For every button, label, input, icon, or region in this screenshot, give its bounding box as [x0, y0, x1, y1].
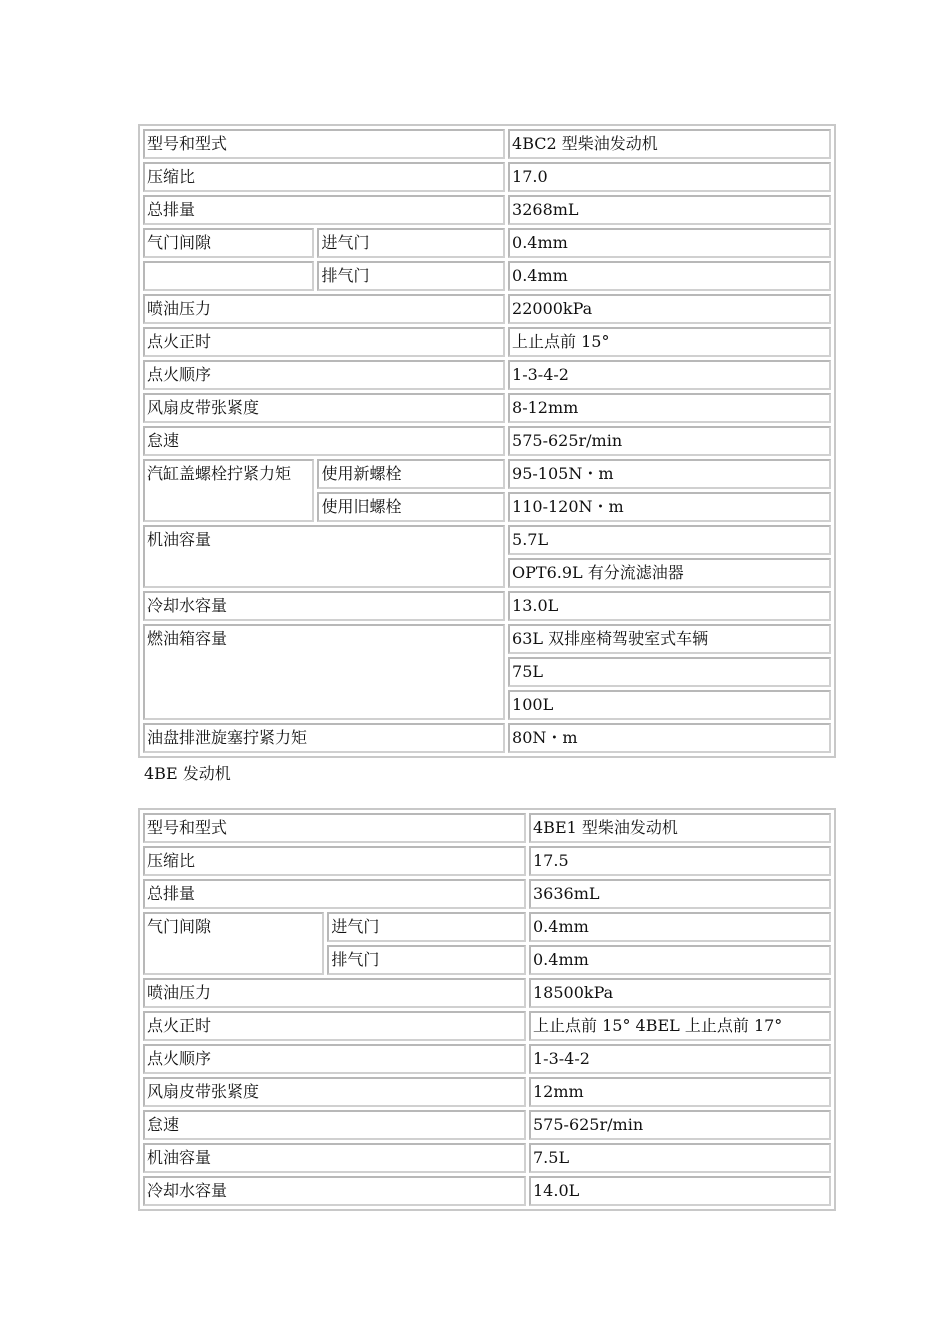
engine-spec-table-4bc2	[138, 124, 836, 758]
spec-value: 17.5	[529, 846, 831, 876]
spec-label: 压缩比	[143, 846, 526, 876]
spec-label: 点火顺序	[143, 360, 505, 390]
spec-value: 75L	[508, 657, 831, 687]
spec-value: 8-12mm	[508, 393, 831, 423]
spec-label: 风扇皮带张紧度	[143, 393, 505, 423]
spec-value: 13.0L	[508, 591, 831, 621]
table-row	[143, 1143, 831, 1173]
spec-label: 喷油压力	[143, 978, 526, 1008]
table-row	[143, 1110, 831, 1140]
spec-value: 上止点前 15° 4BEL 上止点前 17°	[529, 1011, 831, 1041]
spec-value: 0.4mm	[529, 945, 831, 975]
spec-label: 冷却水容量	[143, 1176, 526, 1206]
spec-label: 总排量	[143, 195, 505, 225]
spec-label: 点火正时	[143, 327, 505, 357]
spec-sublabel: 进气门	[317, 228, 505, 258]
spec-label: 点火正时	[143, 1011, 526, 1041]
spec-sublabel: 进气门	[327, 912, 526, 942]
spec-label: 怠速	[143, 426, 505, 456]
spec-value: 80N・m	[508, 723, 831, 753]
spec-value: 1-3-4-2	[529, 1044, 831, 1074]
table-row	[143, 426, 831, 456]
spec-label-empty	[143, 261, 314, 291]
spec-label: 汽缸盖螺栓拧紧力矩	[143, 459, 314, 522]
table-row	[143, 294, 831, 324]
spec-value: 5.7L	[508, 525, 831, 555]
table-row	[143, 591, 831, 621]
table-row	[143, 879, 831, 909]
table-row	[143, 327, 831, 357]
spec-sublabel: 排气门	[317, 261, 505, 291]
spec-value: 575-625r/min	[508, 426, 831, 456]
spec-value: 95-105N・m	[508, 459, 831, 489]
table-row	[143, 1176, 831, 1206]
spec-value: 575-625r/min	[529, 1110, 831, 1140]
spec-value: 110-120N・m	[508, 492, 831, 522]
spec-value: 上止点前 15°	[508, 327, 831, 357]
table-row	[143, 459, 831, 489]
table-row	[143, 978, 831, 1008]
spec-value: 22000kPa	[508, 294, 831, 324]
table-row	[143, 624, 831, 654]
table-row	[143, 1044, 831, 1074]
table-row	[143, 1077, 831, 1107]
spec-value: 63L 双排座椅驾驶室式车辆	[508, 624, 831, 654]
table-row	[143, 228, 831, 258]
table-row	[143, 1011, 831, 1041]
table-row	[143, 846, 831, 876]
spec-value: 3268mL	[508, 195, 831, 225]
table-row	[143, 813, 831, 843]
spec-label: 压缩比	[143, 162, 505, 192]
spec-sublabel: 使用新螺栓	[317, 459, 505, 489]
spec-value: 7.5L	[529, 1143, 831, 1173]
engine-spec-table-4be	[138, 808, 836, 1211]
spec-label: 油盘排泄旋塞拧紧力矩	[143, 723, 505, 753]
spec-label: 点火顺序	[143, 1044, 526, 1074]
spec-value: 0.4mm	[529, 912, 831, 942]
table-row	[143, 195, 831, 225]
spec-value: 14.0L	[529, 1176, 831, 1206]
spec-value: 17.0	[508, 162, 831, 192]
spec-label: 气门间隙	[143, 228, 314, 258]
spec-label: 总排量	[143, 879, 526, 909]
spec-label: 型号和型式	[143, 813, 526, 843]
spec-value: OPT6.9L 有分流滤油器	[508, 558, 831, 588]
spec-label: 怠速	[143, 1110, 526, 1140]
spec-sublabel: 使用旧螺栓	[317, 492, 505, 522]
spec-value: 3636mL	[529, 879, 831, 909]
spec-value: 1-3-4-2	[508, 360, 831, 390]
table-row	[143, 162, 831, 192]
spec-label: 冷却水容量	[143, 591, 505, 621]
spec-value: 0.4mm	[508, 261, 831, 291]
spec-sublabel: 排气门	[327, 945, 526, 975]
table-row	[143, 525, 831, 555]
spec-label: 喷油压力	[143, 294, 505, 324]
table-row	[143, 261, 831, 291]
table-row	[143, 723, 831, 753]
spec-value: 0.4mm	[508, 228, 831, 258]
spec-label: 燃油箱容量	[143, 624, 505, 720]
spec-value: 18500kPa	[529, 978, 831, 1008]
spec-label: 型号和型式	[143, 129, 505, 159]
spec-value: 100L	[508, 690, 831, 720]
spec-value: 12mm	[529, 1077, 831, 1107]
section-caption: 4BE 发动机	[144, 764, 231, 783]
table-row	[143, 360, 831, 390]
spec-label: 机油容量	[143, 525, 505, 588]
spec-value: 4BE1 型柴油发动机	[529, 813, 831, 843]
spec-label: 气门间隙	[143, 912, 324, 975]
spec-label: 风扇皮带张紧度	[143, 1077, 526, 1107]
spec-value: 4BC2 型柴油发动机	[508, 129, 831, 159]
table-row	[143, 393, 831, 423]
table-row	[143, 129, 831, 159]
spec-label: 机油容量	[143, 1143, 526, 1173]
table-row	[143, 912, 831, 942]
